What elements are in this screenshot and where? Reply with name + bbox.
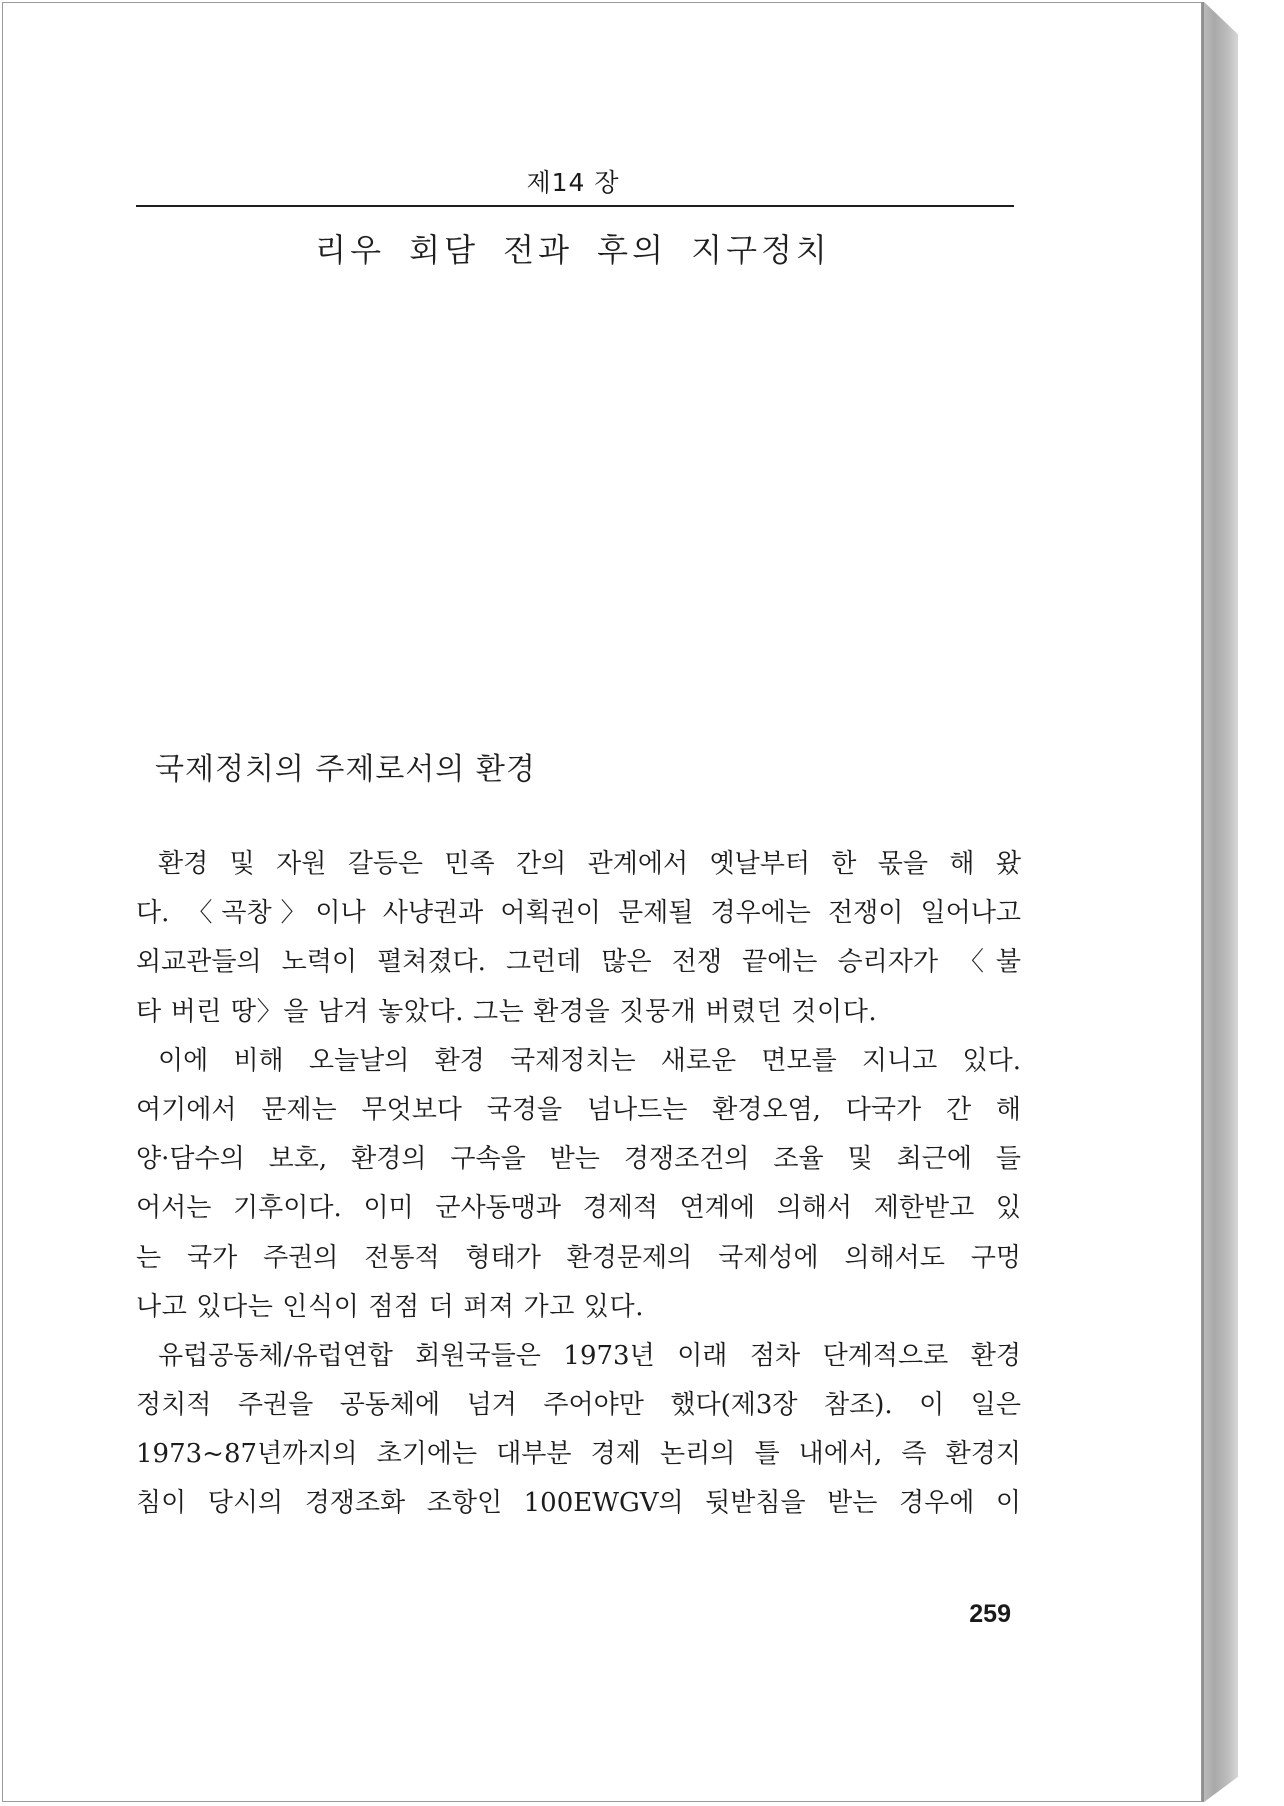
chapter-title: 리우 회담 전과 후의 지구정치 (315, 231, 831, 269)
body-line: 1973~87년까지의 초기에는 대부분 경제 논리의 틀 내에서, 즉 환경지 (136, 1439, 1021, 1470)
body-line: 양·담수의 보호, 환경의 구속을 받는 경쟁조건의 조율 및 최근에 들 (136, 1144, 1021, 1175)
body-line: 환경 및 자원 갈등은 민족 간의 관계에서 옛날부터 한 몫을 해 왔 (158, 849, 1021, 879)
body-text (136, 840, 1021, 1529)
page-edge (1202, 2, 1238, 1802)
book-page (2, 2, 1202, 1802)
body-line: 다. 〈곡창〉이나 사냥권과 어획권이 문제될 경우에는 전쟁이 일어나고 (136, 898, 1021, 929)
body-line: 이에 비해 오늘날의 환경 국제정치는 새로운 면모를 지니고 있다. (158, 1045, 1021, 1076)
body-line: 여기에서 문제는 무엇보다 국경을 넘나드는 환경오염, 다국가 간 해 (136, 1094, 1021, 1125)
body-line: 외교관들의 노력이 펼쳐졌다. 그런데 많은 전쟁 끝에는 승리자가 〈불 (136, 947, 1021, 978)
chapter-divider (136, 205, 1014, 207)
body-line: 타 버린 땅〉을 남겨 놓았다. 그는 환경을 짓뭉개 버렸던 것이다. (136, 996, 878, 1027)
body-line: 는 국가 주권의 전통적 형태가 환경문제의 국제성에 의해서도 구멍 (136, 1242, 1021, 1273)
body-line: 침이 당시의 경쟁조화 조항인 100EWGV의 뒷받침을 받는 경우에 이 (136, 1488, 1021, 1519)
body-line: 나고 있다는 인식이 점점 더 퍼져 가고 있다. (136, 1291, 645, 1322)
body-line: 어서는 기후이다. 이미 군사동맹과 경제적 연계에 의해서 제한받고 있 (136, 1193, 1021, 1224)
chapter-label: 제14 장 (526, 168, 620, 197)
page-edge-line (1202, 2, 1204, 1802)
page-number: 259 (969, 1600, 1011, 1628)
body-line: 유럽공동체/유럽연합 회원국들은 1973년 이래 점차 단계적으로 환경 (158, 1340, 1021, 1371)
section-heading: 국제정치의 주제로서의 환경 (155, 752, 536, 787)
body-line: 정치적 주권을 공동체에 넘겨 주어야만 했다(제3장 참조). 이 일은 (136, 1390, 1021, 1421)
